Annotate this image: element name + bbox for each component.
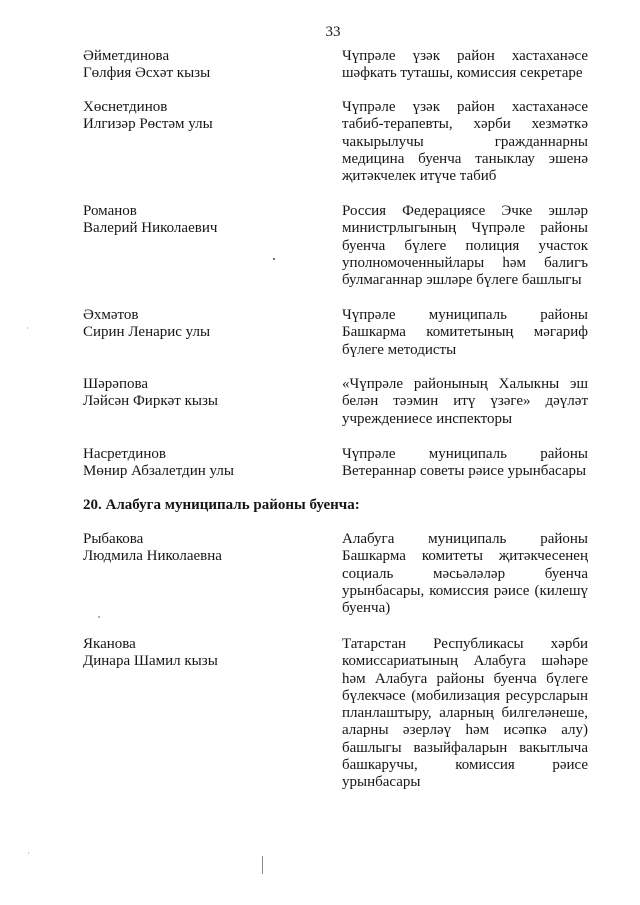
position-line: буенча бүлеге полиция участок	[342, 237, 588, 254]
member-name	[83, 307, 323, 342]
section-heading: 20. Алабуга муниципаль районы буенча:	[83, 497, 360, 513]
position-line: Ветераннар советы рәисе урынбасары	[342, 463, 587, 480]
position-line: җитәкчелек итүче табиб	[342, 168, 497, 185]
member-entry	[0, 307, 640, 358]
member-surname: Хөснетдинов	[83, 99, 168, 115]
member-surname: Рыбакова	[83, 531, 144, 547]
position-line: башлыгы вазыйфаларын вакытлыча	[342, 739, 588, 756]
position-line: Башкарма комитеты җитәкчесенең	[342, 548, 588, 565]
member-entry	[0, 99, 640, 185]
position-line: бүлеге методисты	[342, 341, 457, 358]
scan-speck	[98, 616, 100, 618]
member-entry	[0, 48, 640, 82]
member-surname: Әхмәтов	[83, 307, 139, 323]
member-position	[342, 99, 588, 185]
position-line: Чүпрәле муниципаль районы	[342, 307, 588, 323]
position-line: шәфкать туташы, комиссия секретаре	[342, 65, 583, 82]
position-line: Чүпрәле үзәк район хастаханәсе	[342, 48, 588, 64]
member-given-name: Илгизәр Рөстәм улы	[83, 116, 213, 133]
member-entry	[0, 446, 640, 480]
position-line: комиссариатының Алабуга шәһәре	[342, 653, 588, 670]
member-given-name: Валерий Николаевич	[83, 220, 218, 237]
member-name	[83, 531, 323, 566]
position-line: башкаручы, комиссия рәисе	[342, 757, 588, 774]
member-entry	[0, 531, 640, 617]
member-surname: Шәрәпова	[83, 376, 149, 392]
member-position	[342, 307, 588, 359]
member-surname: Әйметдинова	[83, 48, 170, 64]
position-line: Чүпрәле үзәк район хастаханәсе	[342, 99, 588, 115]
member-surname: Насретдинов	[83, 446, 166, 462]
member-position	[342, 48, 588, 83]
scan-speck	[28, 852, 29, 854]
member-given-name: Людмила Николаевна	[83, 548, 222, 565]
position-line: Алабуга муниципаль районы	[342, 531, 588, 547]
position-line: социаль мәсьәләләр буенча	[342, 565, 588, 582]
position-line: Татарстан Республикасы хәрби	[342, 636, 588, 652]
member-surname: Романов	[83, 203, 137, 219]
scan-speck	[27, 327, 28, 329]
member-name	[83, 203, 323, 238]
position-line: планлаштыру, аларның билгеләнеше,	[342, 705, 588, 722]
position-line: табиб-терапевты, хәрби хезмәткә	[342, 116, 588, 133]
member-position	[342, 203, 588, 289]
position-line: Башкарма комитетының мәгариф	[342, 324, 588, 341]
member-name	[83, 446, 323, 481]
position-line: урынбасары	[342, 774, 421, 791]
position-line: министрлыгының Чүпрәле районы	[342, 220, 588, 237]
position-line: бүлекчәсе (мобилизация ресурсларын	[342, 687, 588, 704]
position-line: «Чүпрәле районының Халыкны эш	[342, 376, 588, 392]
member-given-name: Динара Шамил кызы	[83, 653, 218, 670]
member-entry	[0, 203, 640, 289]
position-line: белән тәэмин итү үзәге» дәүләт	[342, 393, 588, 410]
member-surname: Яканова	[83, 636, 136, 652]
member-name	[83, 636, 323, 671]
page-number: 33	[325, 24, 341, 40]
position-line: уполномоченныйлары һәм балигъ	[342, 254, 588, 271]
member-given-name: Мөнир Абзалетдин улы	[83, 463, 234, 480]
position-line: медицина буенча таныклау эшенә	[342, 150, 588, 167]
member-entry	[0, 376, 640, 427]
position-line: учреждениесе инспекторы	[342, 410, 513, 427]
member-name	[83, 99, 323, 134]
member-entry	[0, 636, 640, 791]
member-given-name: Гөлфия Әсхәт кызы	[83, 65, 211, 82]
member-position	[342, 531, 588, 617]
member-position	[342, 446, 588, 481]
member-name	[83, 48, 323, 83]
scan-mark	[262, 856, 263, 874]
position-line: Россия Федерациясе Эчке эшләр	[342, 203, 588, 219]
position-line: чакырылучы гражданнарны	[342, 133, 588, 150]
position-line: аларны әзерләү һәм исәпкә алу)	[342, 722, 588, 739]
position-line: буенча)	[342, 600, 391, 617]
member-position	[342, 376, 588, 428]
position-line: булмаганнар эшләре бүлеге башлыгы	[342, 272, 582, 289]
member-given-name: Ләйсән Фиркәт кызы	[83, 393, 218, 410]
position-line: һәм Алабуга районы буенча бүлеге	[342, 670, 588, 687]
position-line: урынбасары, комиссия рәисе (килешү	[342, 582, 588, 599]
member-name	[83, 376, 323, 411]
member-position	[342, 636, 588, 792]
position-line: Чүпрәле муниципаль районы	[342, 446, 588, 462]
scan-speck	[273, 258, 275, 260]
member-given-name: Сирин Ленарис улы	[83, 324, 211, 341]
